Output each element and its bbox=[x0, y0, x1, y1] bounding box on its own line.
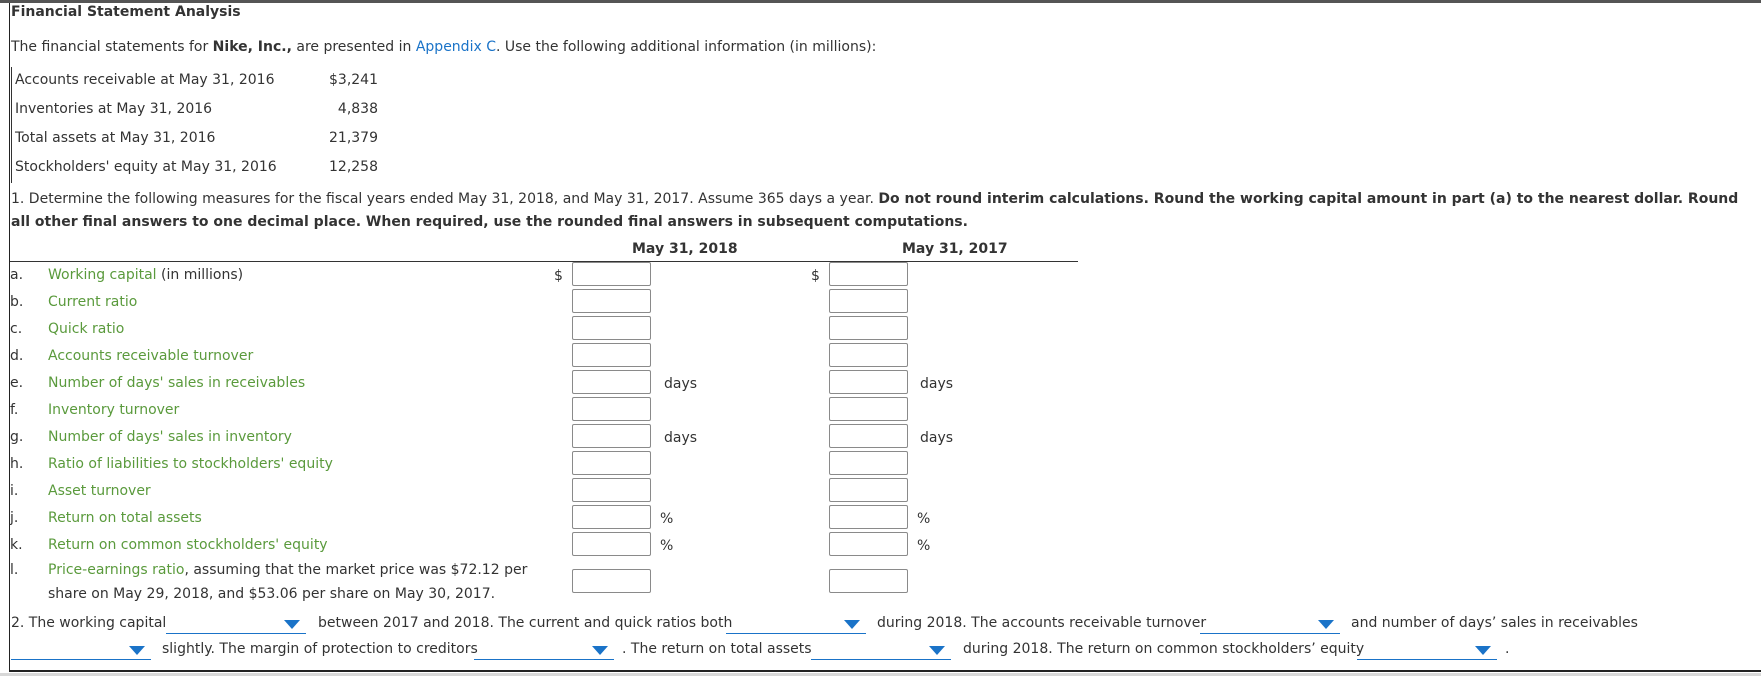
input-2017-l[interactable] bbox=[829, 569, 908, 593]
unit-percent-2017-k: % bbox=[917, 538, 931, 554]
input-2018-d[interactable] bbox=[572, 343, 651, 367]
input-2018-h[interactable] bbox=[572, 451, 651, 475]
measure-line2: share on May 29, 2018, and $53.06 per share on May 30, 2017. bbox=[48, 586, 496, 602]
unit-days-2017-e: days bbox=[920, 376, 954, 392]
row-letter: a. bbox=[10, 267, 24, 283]
intro-part1: The financial statements for bbox=[11, 39, 213, 55]
measure-suffix: , assuming that the market price was $72.12 per bbox=[184, 562, 528, 578]
info-label: Total assets at May 31, 2016 bbox=[15, 130, 216, 146]
ratios-dropdown[interactable] bbox=[726, 614, 866, 634]
chevron-down-icon bbox=[284, 620, 300, 629]
input-2018-b[interactable] bbox=[572, 289, 651, 313]
input-2017-c[interactable] bbox=[829, 316, 908, 340]
intro-part2: are presented in bbox=[291, 39, 416, 55]
chevron-down-icon bbox=[1475, 646, 1491, 655]
row-letter: k. bbox=[10, 537, 23, 553]
input-2018-j[interactable] bbox=[572, 505, 651, 529]
dollar-sign-2018: $ bbox=[554, 268, 563, 284]
input-2018-g[interactable] bbox=[572, 424, 651, 448]
unit-percent-2017-j: % bbox=[917, 511, 931, 527]
intro-text bbox=[11, 39, 876, 55]
info-value: 4,838 bbox=[337, 101, 378, 117]
frame-bottom-border bbox=[9, 670, 1761, 672]
input-2018-k[interactable] bbox=[572, 532, 651, 556]
info-value: 21,379 bbox=[329, 130, 378, 146]
info-value: $3,241 bbox=[329, 72, 378, 88]
page-title: Financial Statement Analysis bbox=[11, 4, 241, 20]
row-letter: h. bbox=[10, 456, 24, 472]
row-letter: i. bbox=[10, 483, 19, 499]
receivable-turnover-dropdown[interactable] bbox=[1200, 614, 1340, 634]
measure-link[interactable]: Current ratio bbox=[48, 294, 138, 310]
input-2018-e[interactable] bbox=[572, 370, 651, 394]
part2-text-4: and number of days’ sales in receivables bbox=[1351, 615, 1638, 631]
unit-days-2018-e: days bbox=[664, 376, 698, 392]
input-2018-f[interactable] bbox=[572, 397, 651, 421]
days-receivables-dropdown[interactable] bbox=[11, 640, 151, 660]
part2-text-2: between 2017 and 2018. The current and quick ratios both bbox=[318, 615, 733, 631]
column-header-2018: May 31, 2018 bbox=[632, 241, 738, 257]
instructions-normal: 1. Determine the following measures for the fiscal years ended May 31, 2018, and May 31, 2017. Assume 365 days a year. bbox=[11, 191, 879, 207]
input-2017-a[interactable] bbox=[829, 262, 908, 286]
input-2017-j[interactable] bbox=[829, 505, 908, 529]
measure-link[interactable]: Return on common stockholders' equity bbox=[48, 537, 328, 553]
info-label: Inventories at May 31, 2016 bbox=[15, 101, 213, 117]
input-2017-f[interactable] bbox=[829, 397, 908, 421]
row-letter: c. bbox=[10, 321, 23, 337]
info-label: Stockholders' equity at May 31, 2016 bbox=[15, 159, 277, 175]
part2-text-7: during 2018. The return on common stockholders’ equity bbox=[963, 641, 1365, 657]
unit-days-2017-g: days bbox=[920, 430, 954, 446]
bottom-shadow bbox=[0, 673, 1761, 676]
instructions-bold: Do not round interim calculations. Round the working capital amount in part (a) to the nearest dollar. Round all other final answers to one decimal place. When required, use the rounded final answers in subsequent computations. bbox=[11, 191, 1739, 230]
column-header-2017: May 31, 2017 bbox=[902, 241, 1008, 257]
chevron-down-icon bbox=[592, 646, 608, 655]
measure-link[interactable]: Price-earnings ratio bbox=[48, 562, 185, 578]
measure-link[interactable]: Ratio of liabilities to stockholders' equity bbox=[48, 456, 333, 472]
chevron-down-icon bbox=[1318, 620, 1334, 629]
measure-link[interactable]: Accounts receivable turnover bbox=[48, 348, 254, 364]
row-letter: b. bbox=[10, 294, 24, 310]
row-letter: l. bbox=[10, 562, 19, 578]
unit-percent-2018-j: % bbox=[660, 511, 674, 527]
row-letter: d. bbox=[10, 348, 24, 364]
top-border bbox=[0, 0, 1761, 3]
measure-link[interactable]: Inventory turnover bbox=[48, 402, 180, 418]
part2-text-1: 2. The working capital bbox=[11, 615, 167, 631]
input-2018-i[interactable] bbox=[572, 478, 651, 502]
row-letter: g. bbox=[10, 429, 24, 445]
input-2017-k[interactable] bbox=[829, 532, 908, 556]
additional-info-table bbox=[11, 67, 378, 183]
chevron-down-icon bbox=[129, 646, 145, 655]
measure-suffix: (in millions) bbox=[156, 267, 244, 283]
return-equity-dropdown[interactable] bbox=[1357, 640, 1497, 660]
row-letter: j. bbox=[10, 510, 19, 526]
measure-link[interactable]: Working capital bbox=[48, 267, 157, 283]
unit-days-2018-g: days bbox=[664, 430, 698, 446]
input-2017-d[interactable] bbox=[829, 343, 908, 367]
working-capital-dropdown[interactable] bbox=[166, 614, 306, 634]
measure-link[interactable]: Number of days' sales in inventory bbox=[48, 429, 292, 445]
header-rule bbox=[10, 261, 1078, 262]
instructions bbox=[11, 188, 1751, 234]
appendix-link[interactable]: Appendix C bbox=[415, 39, 496, 55]
row-letter: f. bbox=[10, 402, 19, 418]
part2-text-5: slightly. The margin of protection to creditors bbox=[162, 641, 478, 657]
margin-protection-dropdown[interactable] bbox=[474, 640, 614, 660]
measure-link[interactable]: Number of days' sales in receivables bbox=[48, 375, 306, 391]
info-label: Accounts receivable at May 31, 2016 bbox=[15, 72, 275, 88]
part2-text-6: . The return on total assets bbox=[622, 641, 812, 657]
input-2017-b[interactable] bbox=[829, 289, 908, 313]
input-2018-a[interactable] bbox=[572, 262, 651, 286]
dollar-sign-2017: $ bbox=[811, 268, 820, 284]
unit-percent-2018-k: % bbox=[660, 538, 674, 554]
input-2017-h[interactable] bbox=[829, 451, 908, 475]
input-2017-e[interactable] bbox=[829, 370, 908, 394]
measure-link[interactable]: Quick ratio bbox=[48, 321, 125, 337]
info-value: 12,258 bbox=[329, 159, 378, 175]
return-total-assets-dropdown[interactable] bbox=[811, 640, 951, 660]
row-letter: e. bbox=[10, 375, 24, 391]
part2-text-3: during 2018. The accounts receivable turnover bbox=[877, 615, 1207, 631]
part2-text-8: . bbox=[1505, 641, 1510, 657]
measure-link[interactable]: Asset turnover bbox=[48, 483, 151, 499]
input-2018-c[interactable] bbox=[572, 316, 651, 340]
chevron-down-icon bbox=[844, 620, 860, 629]
company-name: Nike, Inc., bbox=[212, 39, 292, 55]
input-2017-i[interactable] bbox=[829, 478, 908, 502]
measure-link[interactable]: Return on total assets bbox=[48, 510, 202, 526]
input-2017-g[interactable] bbox=[829, 424, 908, 448]
chevron-down-icon bbox=[929, 646, 945, 655]
input-2018-l[interactable] bbox=[572, 569, 651, 593]
intro-part3: . Use the following additional information (in millions): bbox=[495, 39, 877, 55]
